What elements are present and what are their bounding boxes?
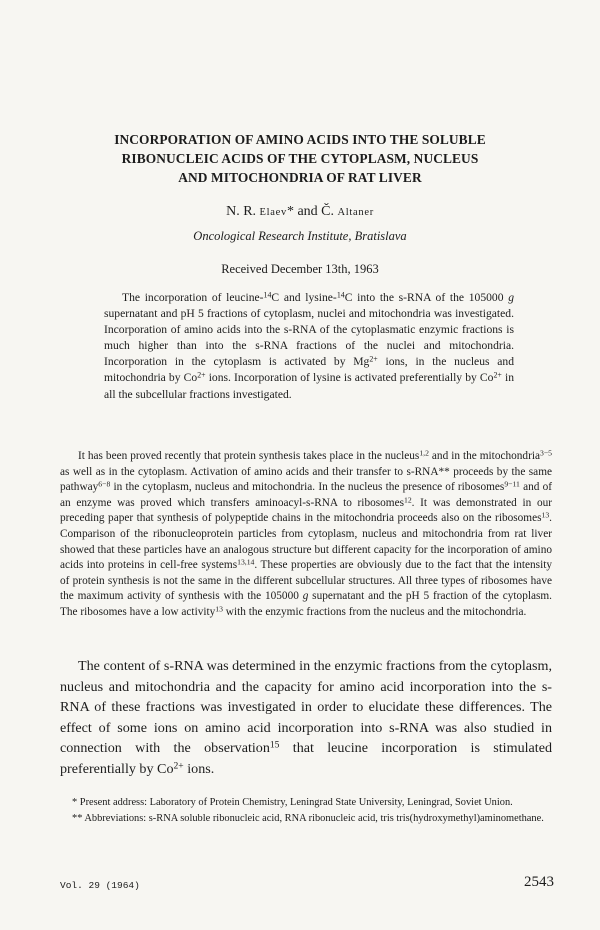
italic-symbol: g — [302, 590, 309, 603]
superscript: 15 — [269, 740, 280, 752]
superscript: 1,2 — [419, 448, 429, 458]
superscript: 3−5 — [540, 448, 552, 458]
author-2-initials: Č. — [321, 204, 338, 219]
superscript: 2+ — [369, 354, 378, 364]
author-2-surname: Altaner — [337, 207, 374, 218]
volume-label: Vol. 29 (1964) — [60, 880, 140, 891]
superscript: 12 — [404, 495, 412, 505]
superscript: 2+ — [197, 370, 206, 380]
superscript: 14 — [263, 290, 272, 300]
author-1-surname: Elaev — [259, 207, 287, 218]
superscript: 13 — [541, 510, 550, 520]
body-paragraph: The content of s-RNA was determined in the enzymic fractions from the cytoplasm, nucleus and mitochondria and the capacity for amino acid incorporation into the s-RNA of these fractions was investigated in order to elucidate these differences. The effect of some ions on amino acid incorporation into s-RNA was also studied in connection with the observation$^{15}$ that leucine incorporation is stimulated preferentially by $Co^{2+}$ ions. — [60, 658, 552, 777]
affiliation: Oncological Research Institute, Bratislava — [193, 229, 407, 243]
superscript: 2+ — [173, 760, 184, 772]
superscript: 14 — [336, 290, 345, 300]
article-title — [40, 130, 560, 187]
superscript: 2+ — [493, 370, 502, 380]
footnote-abbreviations: ** Abbreviations: s-RNA soluble ribonucleic acid, RNA ribonucleic acid, tris tris(hydroxymethyl)aminomethane. — [72, 813, 544, 825]
page-number: 2543 — [524, 874, 554, 890]
italic-symbol: g — [508, 291, 515, 304]
received-date: Received December 13th, 1963 — [221, 262, 379, 276]
superscript: 13 — [215, 604, 223, 614]
superscript: 9−11 — [504, 479, 520, 489]
author-1-initials: N. R. — [226, 204, 260, 219]
author-line — [0, 204, 600, 220]
footnotes — [60, 795, 552, 828]
title-line-1: INCORPORATION OF AMINO ACIDS INTO THE SOLUBLE — [114, 132, 486, 147]
superscript: 6−8 — [98, 479, 111, 489]
title-line-3: AND MITOCHONDRIA OF RAT LIVER — [178, 170, 422, 185]
superscript: 13,14 — [237, 557, 255, 567]
footnote-present-address: * Present address: Laboratory of Protein Chemistry, Leningrad State University, Leningrad, Soviet Union. — [72, 797, 513, 808]
author-1-mark: * and — [286, 204, 322, 219]
introduction-paragraph: It has been proved recently that protein synthesis takes place in the nucleus$^{1,2}$ and in the mitochondria$^{3-5}$ as well as in the cytoplasm. Activation of amino acids and their transfer to s-RNA** proceeds by the same pathway$^{6-8}$ in the cytoplasm, nucleus and mitochondria. In the nucleus the presence of ribosomes$^{9-11}$ and of an enzyme was proved which transfers aminoacyl-s-RNA to ribosomes$^{12}$. It was demonstrated in our preceding paper that synthesis of polypeptide chains in the mitochondria proceeds also on the ribosomes$^{13}$. Comparison of the ribonucleoprotein particles from cytoplasm, nucleus and mitochondria from rat liver showed that these particles have an analogous structure but different capacity for the incorporation of amino acids into proteins in cell-free systems$^{13,14}$. These properties are obviously due to the fact that the intensity of protein synthesis is not the same in the different subcellular structures. All three types of ribosomes have the maximum activity of synthesis with the 105000 g supernatant and the pH 5 fraction of the cytoplasm. The ribosomes have a low activity$^{13}$ with the enzymic fractions from the nucleus and the mitochondria. — [60, 448, 553, 618]
title-line-2: RIBONUCLEIC ACIDS OF THE CYTOPLASM, NUCLEUS — [121, 151, 479, 166]
abstract: The incorporation of leucine-$^{14}$C and lysine-$^{14}$C into the s-RNA of the 105000 g supernatant and pH 5 fractions of cytoplasm, nuclei and mitochondria was investigated. Incorporation of amino acids into the s-RNA of the cytoplasmatic enzymic fractions is much higher than into the s-RNA fractions of the nuclei and mitochondria. Incorporation in the cytoplasm is activated by $Mg^{2+}$ ions, in the nucleus and mitochondria by $Co^{2+}$ ions. Incorporation of lysine is activated preferentially by $Co^{2+}$ in all the subcellular fractions investigated. — [104, 290, 515, 401]
